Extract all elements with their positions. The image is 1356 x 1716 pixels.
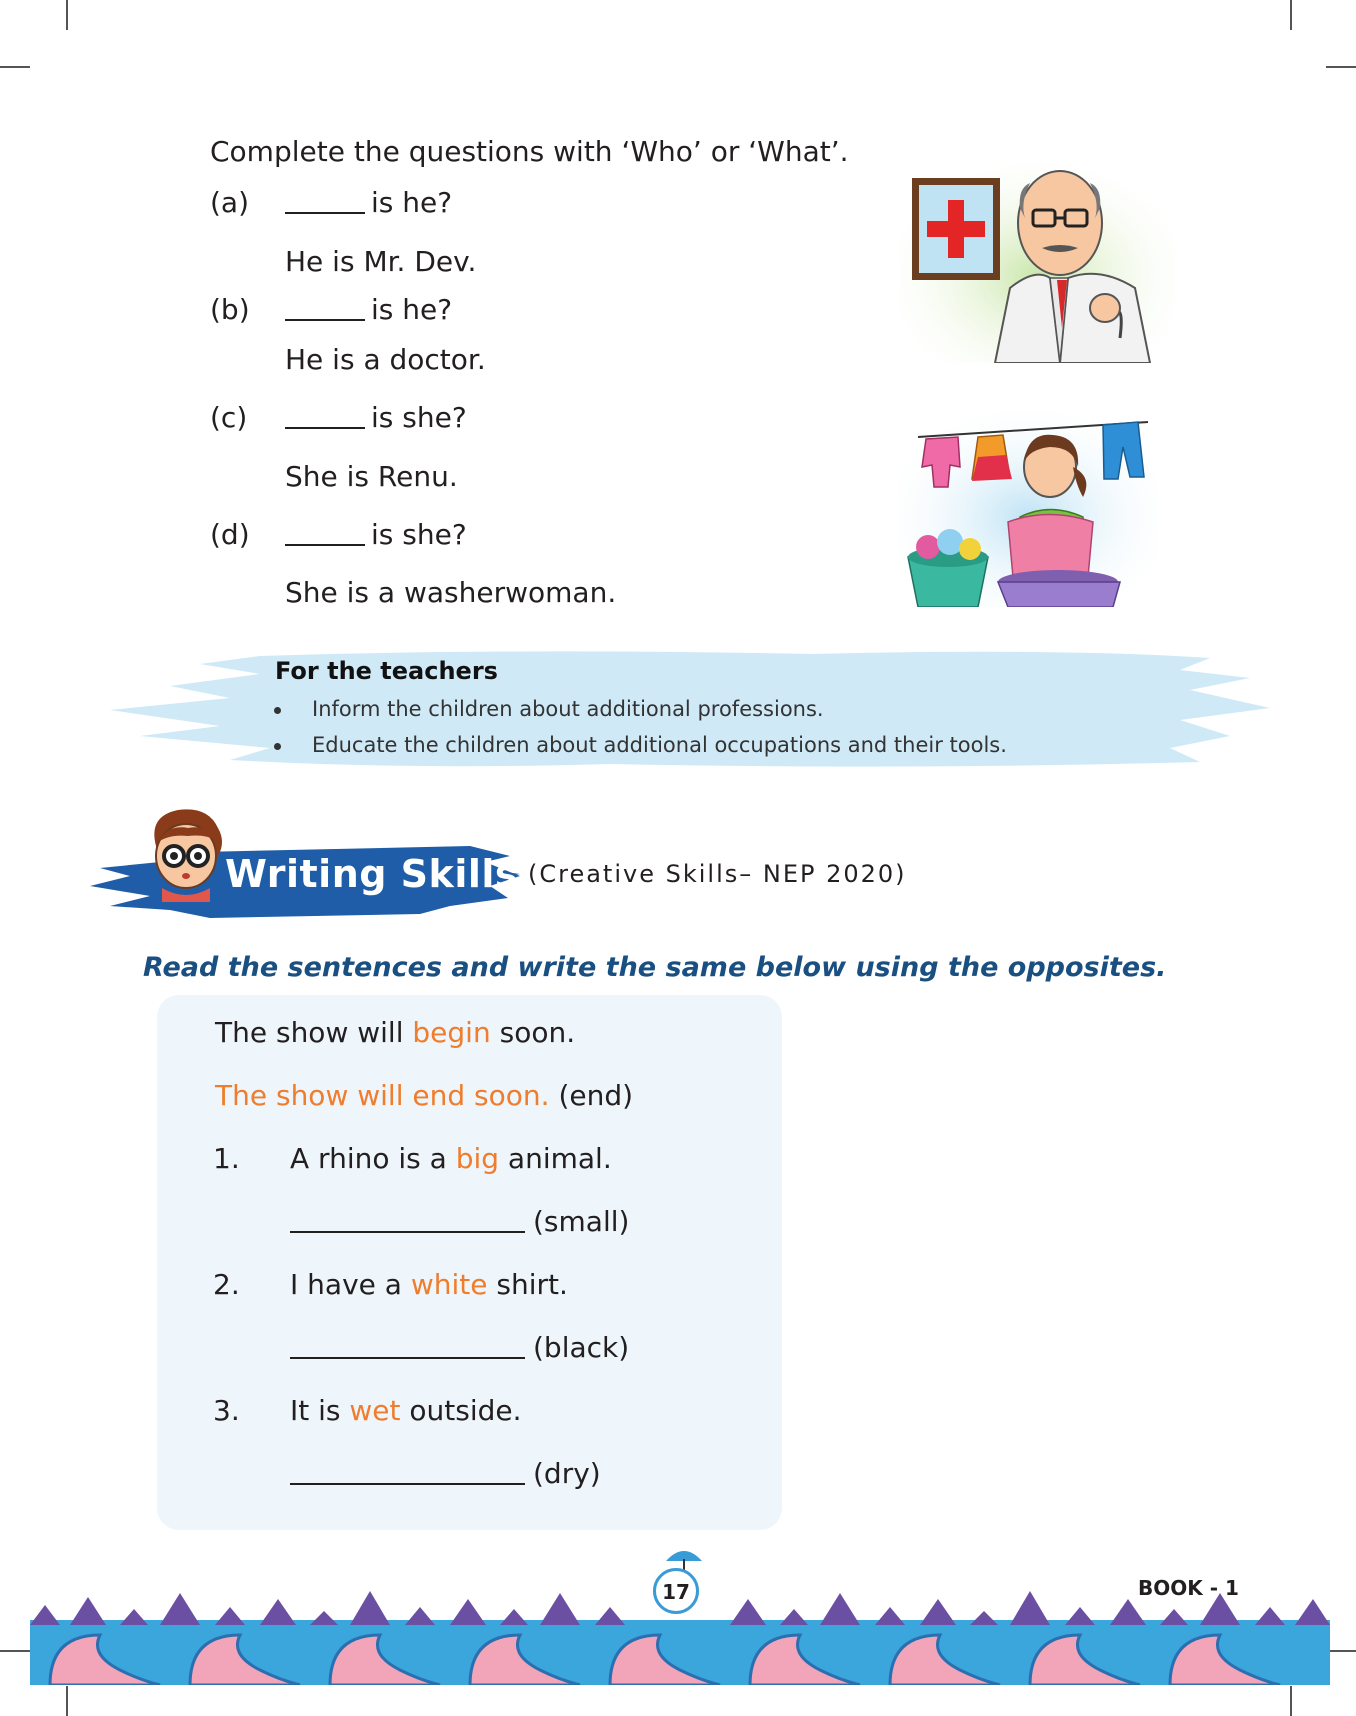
umbrella-icon: [664, 1545, 704, 1571]
highlight-word: wet: [349, 1394, 401, 1427]
item-number: 2.: [213, 1268, 240, 1301]
crop-mark: [0, 1650, 30, 1652]
hint-word: (black): [533, 1331, 630, 1364]
question-letter: (a): [210, 186, 250, 219]
question-letter: (d): [210, 518, 250, 551]
item-sentence: It is wet outside.: [290, 1394, 522, 1427]
hint-word: (end): [558, 1079, 634, 1112]
question-line: [285, 186, 452, 219]
washerwoman-illustration: [898, 407, 1158, 607]
item-answer-line: [290, 1457, 601, 1490]
page-number: 17: [662, 1580, 690, 1604]
answer-blank[interactable]: [285, 188, 365, 214]
bullet-icon: [274, 707, 281, 714]
answer-text: She is a washerwoman.: [285, 576, 617, 609]
item-answer-line: [290, 1205, 629, 1238]
item-number: 1.: [213, 1142, 240, 1175]
example-sentence: The show will begin soon.: [215, 1016, 576, 1049]
exercise-instruction: Complete the questions with ‘Who’ or ‘What’.: [210, 135, 849, 168]
example-answer-text: The show will end soon.: [215, 1079, 550, 1112]
answer-text: She is Renu.: [285, 460, 458, 493]
exercise-instruction: Read the sentences and write the same below using the opposites.: [143, 952, 1167, 983]
crop-mark: [0, 66, 30, 68]
highlight-word: big: [455, 1142, 500, 1175]
example-answer: [215, 1079, 633, 1112]
question-line: [285, 401, 467, 434]
question-text: is he?: [371, 293, 453, 326]
crop-mark: [1326, 66, 1356, 68]
answer-blank[interactable]: [285, 520, 365, 546]
item-sentence: A rhino is a big animal.: [290, 1142, 612, 1175]
answer-blank[interactable]: [290, 1207, 525, 1233]
question-letter: (b): [210, 293, 250, 326]
crop-mark: [1290, 1686, 1292, 1716]
bullet-icon: [274, 743, 281, 750]
teacher-note-title: For the teachers: [275, 657, 498, 685]
highlight-word: white: [410, 1268, 488, 1301]
item-sentence: I have a white shirt.: [290, 1268, 568, 1301]
boy-mascot-icon: [148, 806, 226, 902]
hint-word: (dry): [533, 1457, 601, 1490]
doctor-illustration: [900, 148, 1175, 363]
highlight-word: begin: [412, 1016, 491, 1049]
question-text: is she?: [371, 518, 467, 551]
question-text: is he?: [371, 186, 453, 219]
crop-mark: [66, 1686, 68, 1716]
item-answer-line: [290, 1331, 629, 1364]
question-line: [285, 293, 452, 326]
book-label: BOOK - 1: [1138, 1576, 1239, 1600]
crop-mark: [1326, 1650, 1356, 1652]
answer-text: He is Mr. Dev.: [285, 245, 477, 278]
question-text: is she?: [371, 401, 467, 434]
item-number: 3.: [213, 1394, 240, 1427]
question-line: [285, 518, 467, 551]
section-subtitle: (Creative Skills– NEP 2020): [528, 860, 907, 888]
exercise-box: [157, 995, 782, 1530]
section-title: Writing Skills: [225, 852, 519, 896]
answer-blank[interactable]: [285, 295, 365, 321]
answer-blank[interactable]: [290, 1333, 525, 1359]
answer-blank[interactable]: [285, 403, 365, 429]
answer-blank[interactable]: [290, 1459, 525, 1485]
crop-mark: [66, 0, 68, 30]
hint-word: (small): [533, 1205, 630, 1238]
crop-mark: [1290, 0, 1292, 30]
question-letter: (c): [210, 401, 248, 434]
answer-text: He is a doctor.: [285, 343, 486, 376]
